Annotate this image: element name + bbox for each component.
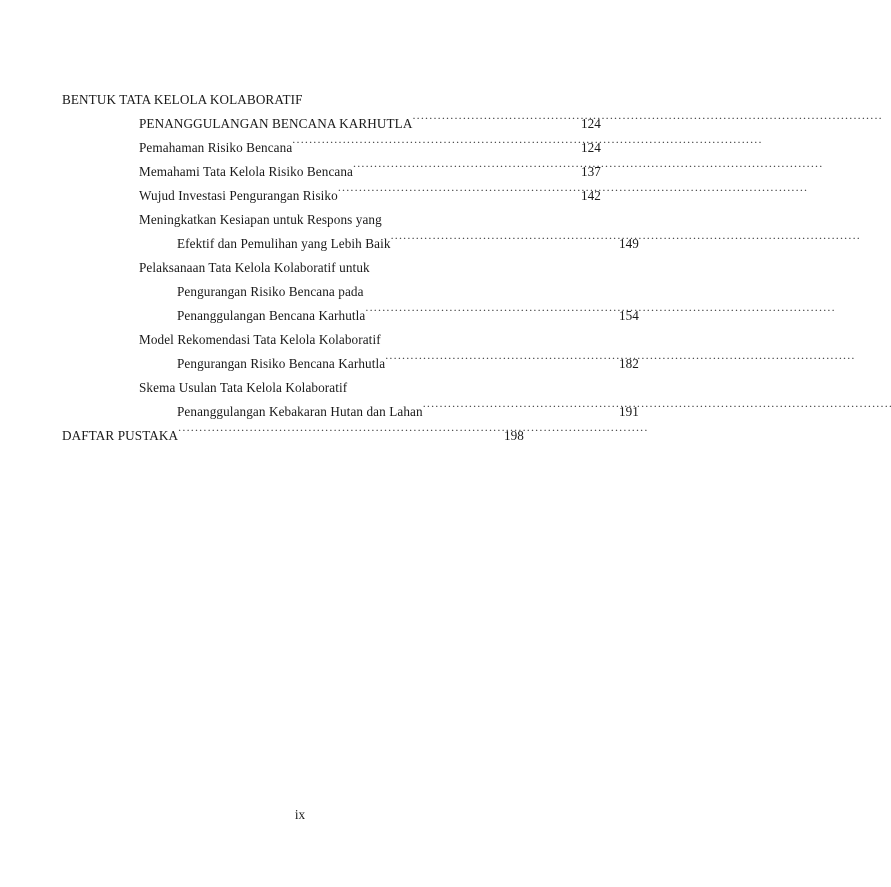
toc-entry-title: PENANGGULANGAN BENCANA KARHUTLA: [139, 116, 413, 131]
toc-page-number: 154: [619, 308, 639, 323]
toc-entry-title: Pengurangan Risiko Bencana Karhutla: [177, 356, 386, 371]
toc-entry-title: Penanggulangan Bencana Karhutla: [177, 308, 366, 323]
toc-entry[interactable]: [62, 304, 653, 328]
toc-page-number: 191: [619, 404, 639, 419]
toc-dot-leader: [391, 235, 611, 248]
toc-dot-leader: [412, 115, 573, 128]
toc-dot-leader: [353, 163, 573, 176]
toc-entry[interactable]: [62, 352, 653, 376]
toc-page-number: 198: [504, 428, 524, 443]
toc-entry[interactable]: [62, 256, 615, 280]
toc-entry-title: BENTUK TATA KELOLA KOLABORATIF: [62, 92, 303, 107]
toc-entry-title: Wujud Investasi Pengurangan Risiko: [139, 188, 338, 203]
toc-dot-leader: [423, 403, 611, 416]
toc-entry-title: Skema Usulan Tata Kelola Kolaboratif: [139, 380, 348, 395]
toc-dot-leader: [365, 307, 611, 320]
table-of-contents: [62, 88, 639, 448]
toc-entry-title: Model Rekomendasi Tata Kelola Kolaboratif: [139, 332, 381, 347]
toc-entry[interactable]: [62, 184, 615, 208]
toc-dot-leader: [338, 187, 573, 200]
toc-entry-title: Pengurangan Risiko Bencana pada: [177, 284, 364, 299]
toc-entry-title: DAFTAR PUSTAKA: [62, 428, 179, 443]
toc-entry-title: Pelaksanaan Tata Kelola Kolaboratif untuk: [139, 260, 370, 275]
toc-dot-leader: [178, 427, 496, 440]
toc-entry-title: Pemahaman Risiko Bencana: [139, 140, 293, 155]
toc-entry-title: Efektif dan Pemulihan yang Lebih Baik: [177, 236, 391, 251]
toc-page-number: 142: [581, 188, 601, 203]
toc-page-number: 137: [581, 164, 601, 179]
toc-entry-title: Meningkatkan Kesiapan untuk Respons yang: [139, 212, 382, 227]
toc-page-number: 124: [581, 116, 601, 131]
toc-entry-title: Penanggulangan Kebakaran Hutan dan Lahan: [177, 404, 423, 419]
toc-page-number: 182: [619, 356, 639, 371]
toc-page-number: 149: [619, 236, 639, 251]
page-folio: ix: [294, 807, 306, 822]
toc-entry-title: Memahami Tata Kelola Risiko Bencana: [139, 164, 354, 179]
toc-entry[interactable]: [62, 424, 538, 448]
toc-dot-leader: [292, 139, 573, 152]
toc-entry[interactable]: [62, 232, 653, 256]
toc-dot-leader: [385, 355, 611, 368]
toc-page-number: 124: [581, 140, 601, 155]
